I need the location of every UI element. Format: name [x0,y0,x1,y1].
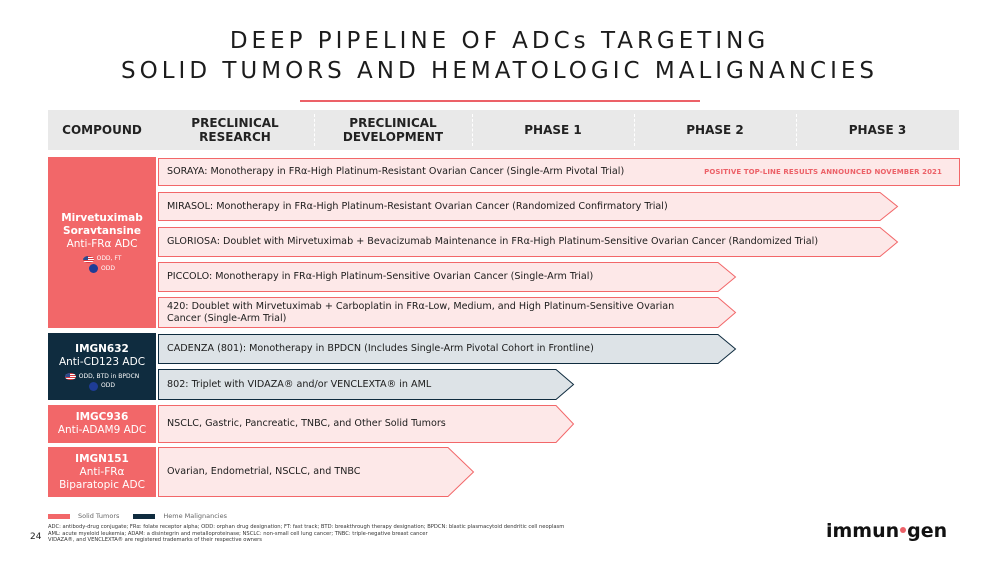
program-bar-802 [158,369,574,400]
pipeline-header [48,110,959,150]
program-label: Ovarian, Endometrial, NSCLC, and TNBC [167,466,361,477]
program-bar-gloriosa [158,227,898,257]
compound-target: Anti-ADAM9 ADC [57,424,147,436]
program-label: 420: Doublet with Mirvetuximab + Carboplatin in FRα-Low, Medium, and High Platinum-Sensitive Ovarian Cancer (Single-Arm Trial) [167,300,675,324]
header-phase-2: PHASE 2 [686,123,744,137]
program-label: CADENZA (801): Monotherapy in BPDCN (Includes Single-Arm Pivotal Cohort in Frontline) [167,343,594,354]
compound-name: IMGC936 [75,411,129,423]
us-designation: ODD, FT [83,255,122,263]
legend-swatch-solid [48,514,70,519]
us-designation: ODD, BTD in BPDCN [65,373,140,381]
program-label: SORAYA: Monotherapy in FRα-High Platinum-Resistant Ovarian Cancer (Single-Arm Pivotal Trial) [167,166,625,177]
eu-designation: ODD [89,382,115,391]
legend-swatch-heme [133,514,155,519]
positive-results-note: POSITIVE TOP-LINE RESULTS ANNOUNCED NOVEMBER 2021 [704,168,942,176]
program-bar-mirasol [158,192,898,221]
compound-mirvetuximab [48,157,156,328]
footnote-line: VIDAZA®, and VENCLEXTA® are registered trademarks of their respective owners [48,537,262,544]
program-bar-cadenza [158,334,736,364]
immunogen-logo: immun gen [826,520,948,542]
compound-imgn151 [48,447,156,497]
legend-label-solid: Solid Tumors [78,512,120,520]
compound-target: Anti-FRα ADC [66,238,138,250]
program-label: GLORIOSA: Doublet with Mirvetuximab + Bevacizumab Maintenance in FRα-High Platinum-Sensitive Ovarian Cancer (Randomized Trial) [167,236,819,247]
program-bar-imgc936 [158,405,574,443]
program-bar-imgn151 [158,447,474,497]
compound-target: Anti-CD123 ADC [58,355,146,368]
header-compound: COMPOUND [62,123,142,137]
us-flag-icon [65,373,76,380]
header-phase-3: PHASE 3 [848,123,907,137]
eu-flag-icon [89,264,98,273]
compound-name: Soravtansine [63,225,141,237]
program-bar-420 [158,297,736,328]
program-label: 802: Triplet with VIDAZA® and/or VENCLEXTA® in AML [167,378,432,390]
header-preclinical-research: PRECLINICAL RESEARCH [191,116,279,144]
program-bar-soraya [158,158,960,186]
compound-imgc936 [48,405,156,443]
header-preclinical-development: PRECLINICAL DEVELOPMENT [342,116,444,144]
program-label: MIRASOL: Monotherapy in FRα-High Platinum-Resistant Ovarian Cancer (Randomized Confirmatory Trial) [167,200,668,212]
eu-designation: ODD [89,264,115,273]
eu-flag-icon [89,382,98,391]
compound-target: Anti-FRα [79,465,125,478]
program-label: PICCOLO: Monotherapy in FRα-High Platinum-Sensitive Ovarian Cancer (Single-Arm Trial) [167,271,594,282]
footnote-line: AML: acute myeloid leukemia; ADAM: a disintegrin and metalloproteinase; NSCLC: non-small cell lung cancer; TNBC: triple-negative breast cancer [48,530,428,537]
program-bar-piccolo [158,262,736,292]
page-title-line-1: DEEP PIPELINE OF ADCs TARGETING [229,28,770,54]
program-label: NSCLC, Gastric, Pancreatic, TNBC, and Other Solid Tumors [167,418,446,429]
us-flag-icon [83,256,94,263]
legend-label-heme: Heme Malignancies [163,512,227,520]
compound-name: IMGN151 [75,452,129,465]
title-underline [300,100,700,102]
compound-name: IMGN632 [75,342,129,355]
compound-name: Mirvetuximab [61,212,143,224]
legend [48,512,227,520]
compound-imgn632 [48,333,156,400]
compound-target: Biparatopic ADC [59,478,145,491]
header-phase-1: PHASE 1 [524,123,582,137]
page-title-line-2: SOLID TUMORS AND HEMATOLOGIC MALIGNANCIES [121,58,878,84]
footnotes [48,524,564,544]
page-number: 24 [30,532,42,542]
footnote-line: ADC: antibody-drug conjugate; FRα: folate receptor alpha; ODD: orphan drug designation; FT: fast track; BTD: breakthrough therapy designation; BPDCN: blastic plasmacytoid dendritic cell neoplasm [48,524,565,530]
logo-dot-icon [900,527,906,533]
